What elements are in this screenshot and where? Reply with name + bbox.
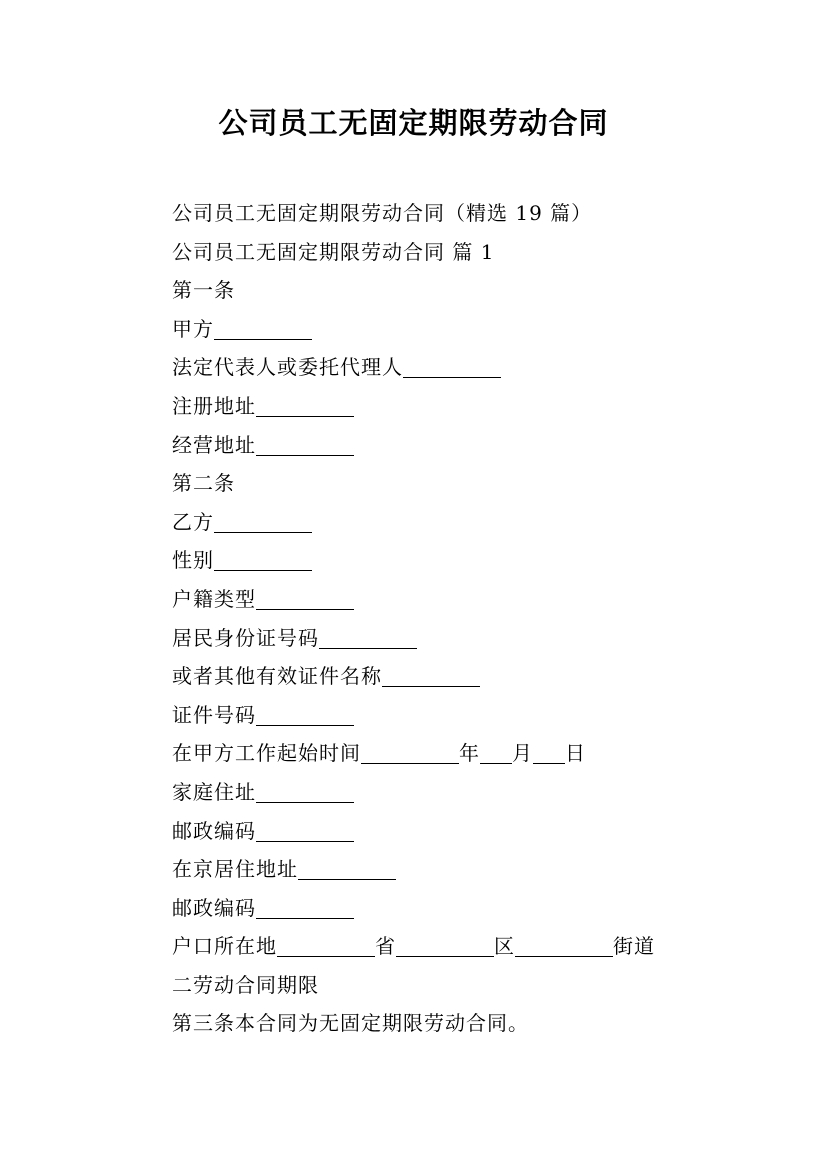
line-text: 在甲方工作起始时间	[172, 741, 361, 766]
fill-in-blank[interactable]	[256, 429, 354, 456]
line-text: 或者其他有效证件名称	[172, 664, 382, 689]
fill-in-blank[interactable]	[256, 892, 354, 919]
line-text: 月	[512, 741, 533, 766]
line-text: 居民身份证号码	[172, 625, 319, 650]
line-text: 在京居住地址	[172, 857, 298, 882]
text-line	[172, 657, 772, 696]
fill-in-blank[interactable]	[256, 699, 354, 726]
line-text: 第三条本合同为无固定期限劳动合同。	[172, 1011, 529, 1036]
text-line	[172, 426, 772, 465]
line-text: 注册地址	[172, 393, 256, 418]
text-line	[172, 927, 772, 966]
text-line	[172, 233, 772, 272]
text-line	[172, 580, 772, 619]
fill-in-blank[interactable]	[480, 737, 512, 764]
text-line	[172, 464, 772, 503]
line-text: 乙方	[172, 509, 214, 534]
text-line	[172, 966, 772, 1005]
fill-in-blank[interactable]	[382, 660, 480, 687]
text-line	[172, 194, 772, 233]
line-text: 省	[375, 934, 396, 959]
line-text: 户口所在地	[172, 934, 277, 959]
line-text: 邮政编码	[172, 818, 256, 843]
text-line	[172, 734, 772, 773]
line-text: 法定代表人或委托代理人	[172, 355, 403, 380]
fill-in-blank[interactable]	[214, 506, 312, 533]
text-line	[172, 773, 772, 812]
text-line	[172, 889, 772, 928]
fill-in-blank[interactable]	[256, 815, 354, 842]
line-text: 家庭住址	[172, 779, 256, 804]
text-line	[172, 348, 772, 387]
fill-in-blank[interactable]	[214, 313, 312, 340]
fill-in-blank[interactable]	[396, 930, 494, 957]
line-text: 邮政编码	[172, 895, 256, 920]
line-text: 年	[459, 741, 480, 766]
line-text: 区	[494, 934, 515, 959]
text-line	[172, 696, 772, 735]
line-text: 公司员工无固定期限劳动合同（精选 19 篇）	[172, 201, 593, 225]
text-line	[172, 541, 772, 580]
text-line	[172, 310, 772, 349]
line-text: 性别	[172, 548, 214, 573]
text-line	[172, 503, 772, 542]
fill-in-blank[interactable]	[277, 930, 375, 957]
document-title: 公司员工无固定期限劳动合同	[218, 106, 609, 140]
text-line	[172, 850, 772, 889]
line-text: 证件号码	[172, 702, 256, 727]
line-text: 第二条	[172, 471, 235, 496]
fill-in-blank[interactable]	[361, 737, 459, 764]
fill-in-blank[interactable]	[403, 351, 501, 378]
fill-in-blank[interactable]	[533, 737, 565, 764]
fill-in-blank[interactable]	[214, 544, 312, 571]
fill-in-blank[interactable]	[256, 776, 354, 803]
text-line	[172, 1004, 772, 1043]
text-line	[172, 271, 772, 310]
line-text: 二劳动合同期限	[172, 972, 319, 997]
text-line	[172, 619, 772, 658]
line-text: 公司员工无固定期限劳动合同 篇 1	[172, 239, 495, 264]
line-text: 第一条	[172, 278, 235, 303]
line-text: 户籍类型	[172, 586, 256, 611]
fill-in-blank[interactable]	[256, 390, 354, 417]
line-text: 甲方	[172, 316, 214, 341]
fill-in-blank[interactable]	[319, 622, 417, 649]
text-line	[172, 812, 772, 851]
document-body	[172, 194, 772, 1043]
line-text: 日	[565, 741, 586, 766]
fill-in-blank[interactable]	[298, 853, 396, 880]
fill-in-blank[interactable]	[256, 583, 354, 610]
line-text: 经营地址	[172, 432, 256, 457]
text-line	[172, 387, 772, 426]
line-text: 街道	[613, 934, 655, 959]
fill-in-blank[interactable]	[515, 930, 613, 957]
